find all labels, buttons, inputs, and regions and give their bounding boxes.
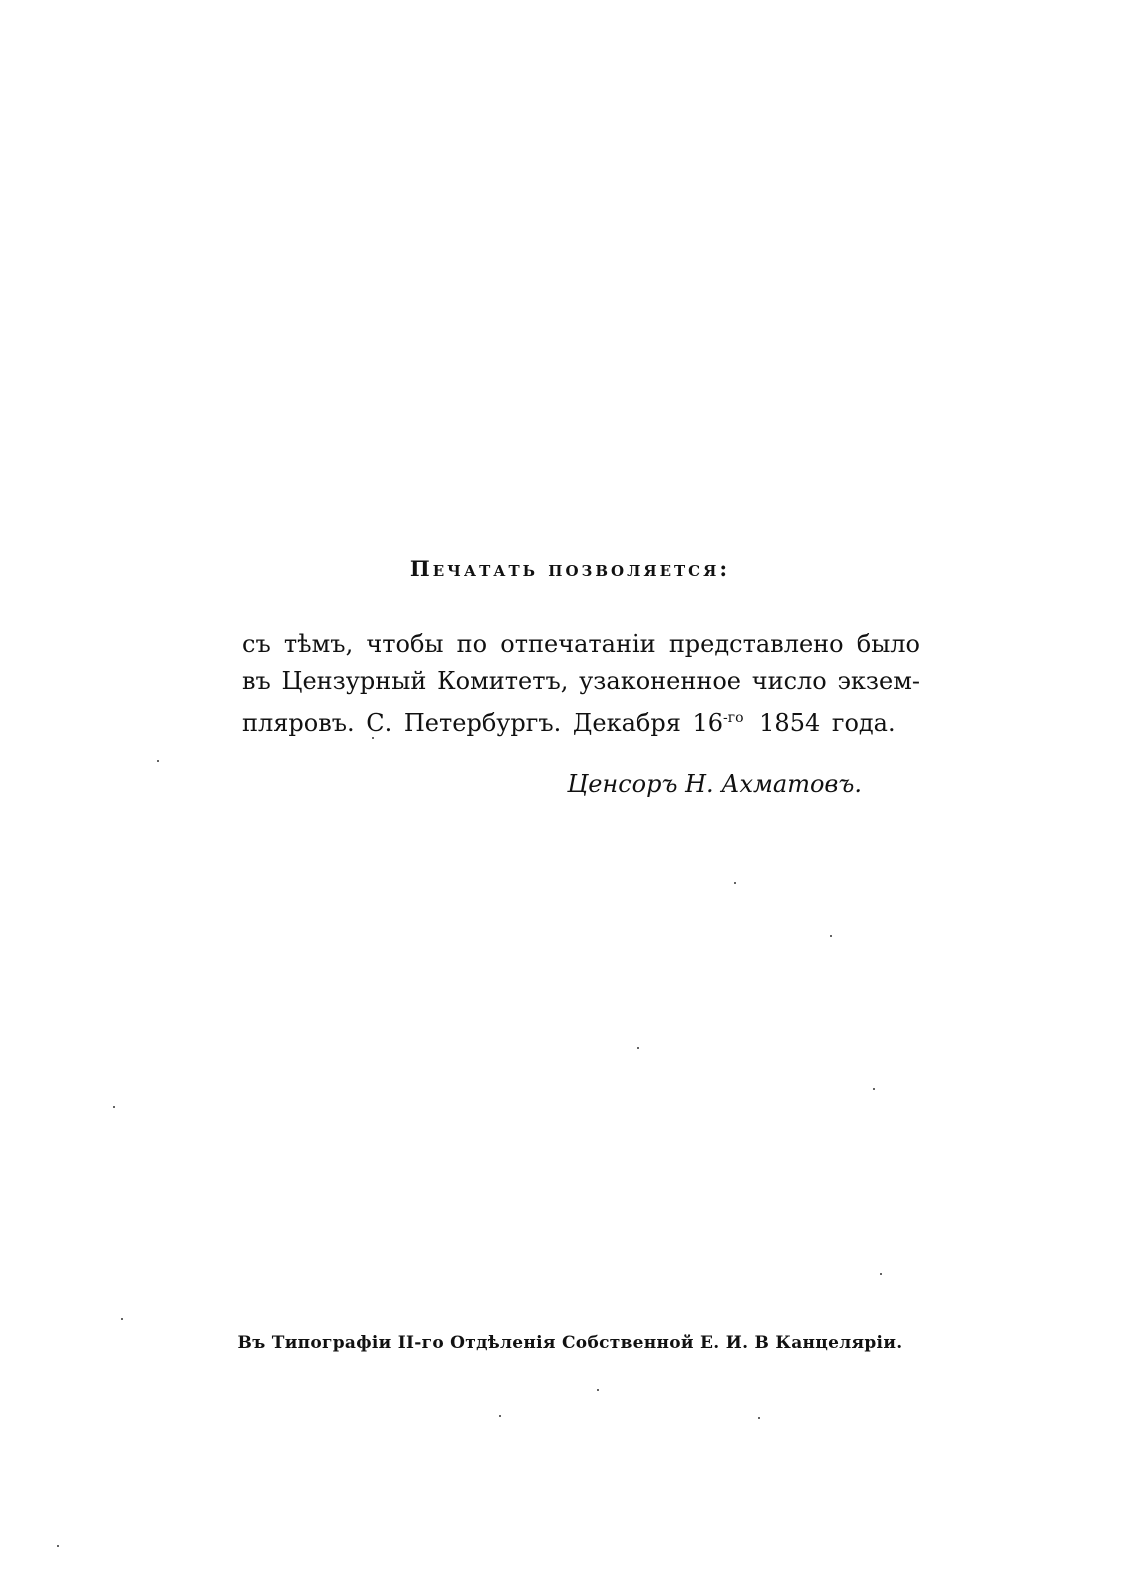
scan-speck [758,1417,760,1419]
scan-speck [880,1273,882,1275]
scan-speck [734,882,736,884]
permission-line-1: съ тѣмъ, чтобы по отпечатаніи представлено было [242,630,920,658]
scan-speck [372,737,374,739]
scan-speck [597,1389,599,1391]
permission-line-3-text: пляровъ. С. Петербургъ. Декабря 16 [242,709,724,737]
scan-speck [873,1088,875,1090]
ordinal-suffix: -го [723,710,744,726]
scan-speck [121,1318,123,1320]
permission-line-2: въ Цензурный Комитетъ, узаконенное число экзем- [242,667,920,695]
permission-line-3-end: 1854 года. [759,709,896,737]
scan-speck [113,1106,115,1108]
scan-speck [637,1047,639,1049]
censor-signature: Ценсоръ Н. Ахматовъ. [567,770,862,798]
printer-imprint: Въ Типографіи II-го Отдѣленія Собственной Е. И. В Канцеляріи. [237,1333,903,1353]
permission-line-3 [242,700,920,742]
scan-speck [830,935,832,937]
scan-speck [499,1415,501,1417]
scan-speck [157,760,159,762]
permission-paragraph [242,626,920,742]
page-heading: Печатать позволяется: [409,556,731,581]
scan-speck [57,1545,59,1547]
